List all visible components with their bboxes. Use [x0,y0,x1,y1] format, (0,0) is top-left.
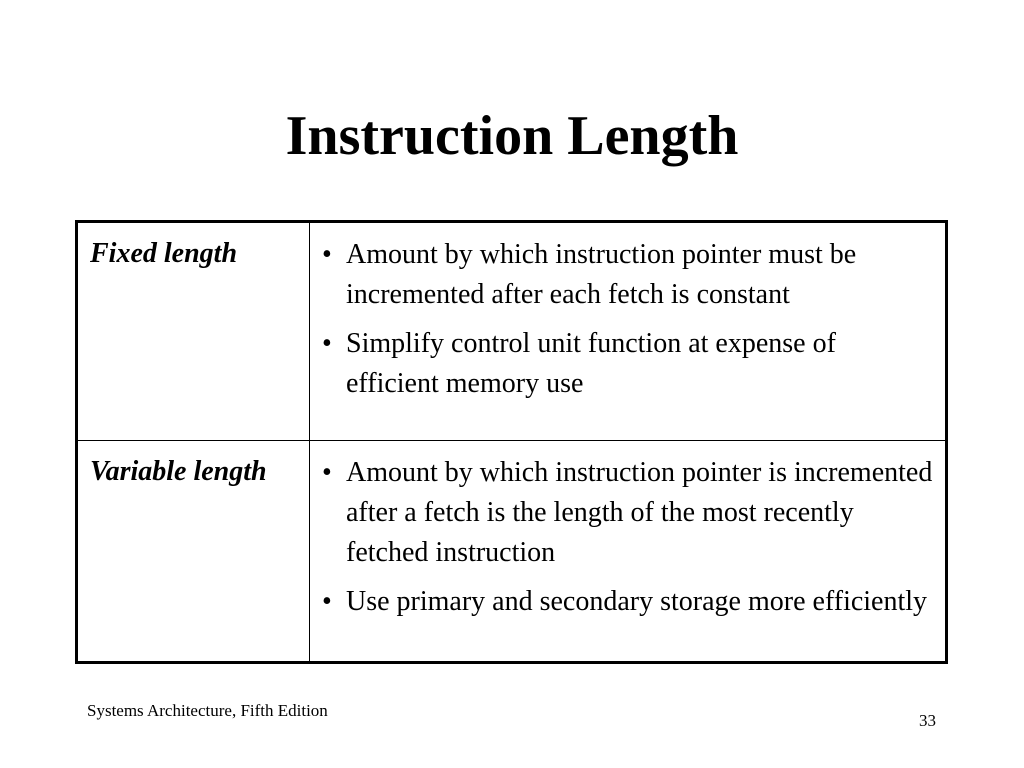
footer-book-title: Systems Architecture, Fifth Edition [87,701,328,720]
term-cell-fixed-length: Fixed length [77,222,310,441]
table-row [77,441,947,663]
slide-title: Instruction Length [285,105,739,167]
bullet-icon: • [322,586,332,617]
description-cell-variable-length [310,441,947,663]
bullet-text: Amount by which instruction pointer is incremented after a fetch is the length of the most recently fetched instruction [346,457,933,568]
bullet-list [320,235,935,404]
bullet-text: Use primary and secondary storage more efficiently [346,586,928,617]
list-item [320,582,935,622]
bullet-icon: • [322,239,332,270]
description-cell-fixed-length [310,222,947,441]
page-number: 33 [919,711,936,730]
list-item [320,324,935,404]
table-row [77,222,947,441]
bullet-list [320,453,935,622]
bullet-icon: • [322,457,332,488]
list-item [320,453,935,573]
instruction-length-table [75,220,948,664]
bullet-icon: • [322,328,332,359]
bullet-text: Simplify control unit function at expense of efficient memory use [346,328,836,399]
bullet-text: Amount by which instruction pointer must be incremented after each fetch is constant [346,239,857,310]
term-cell-variable-length: Variable length [77,441,310,663]
list-item [320,235,935,315]
